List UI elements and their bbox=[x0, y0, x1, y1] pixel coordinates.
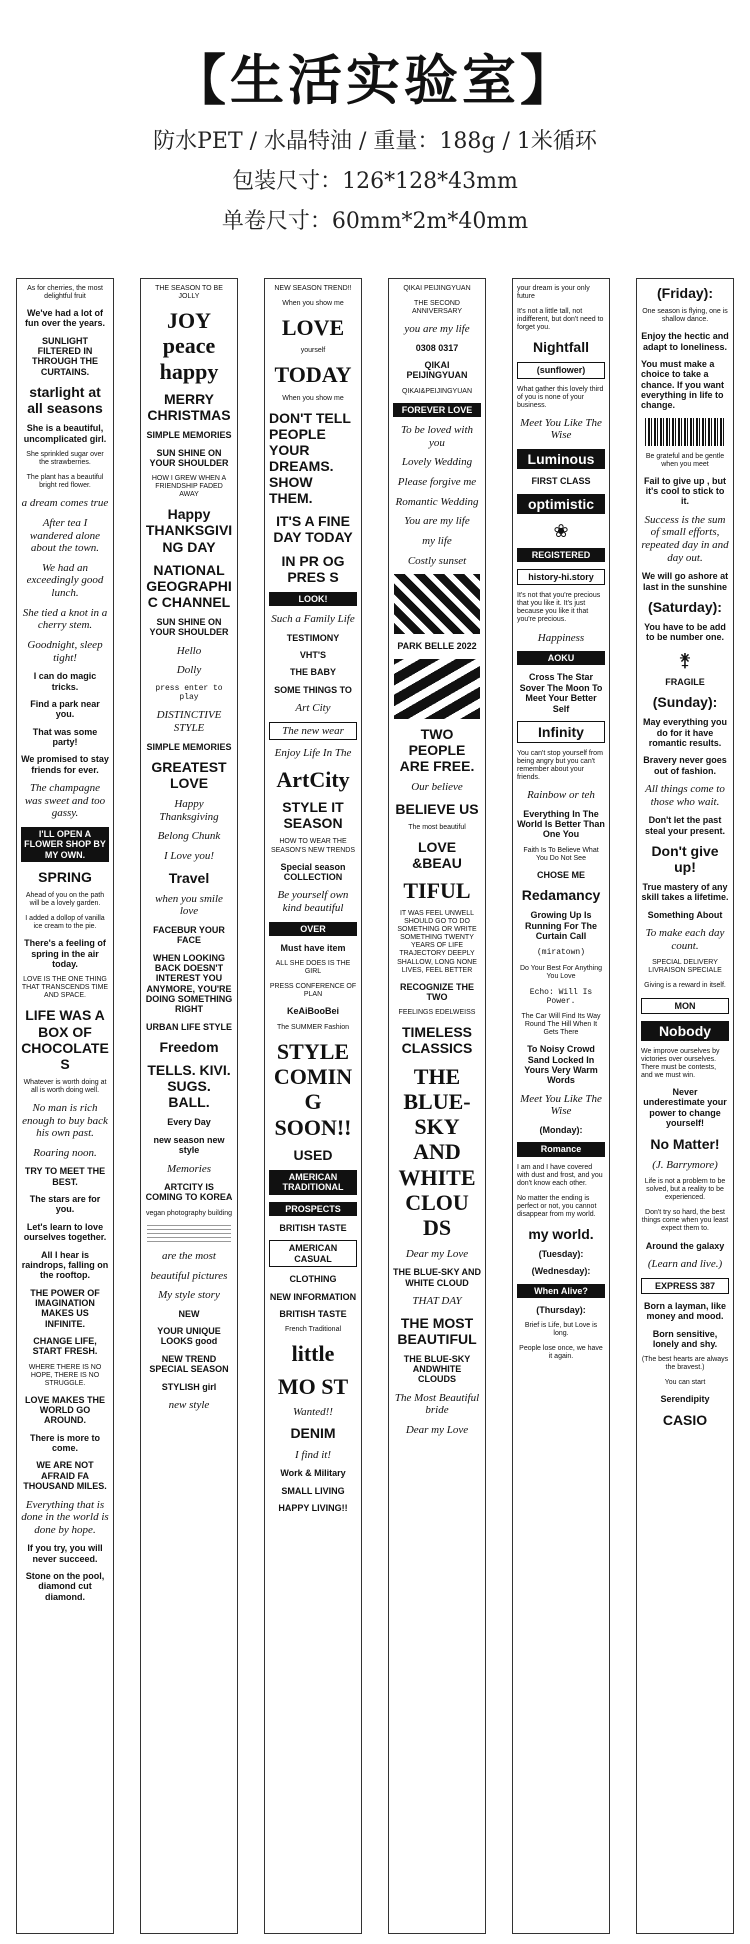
text-item: Redamancy bbox=[521, 887, 601, 904]
text-item: Nightfall bbox=[533, 339, 589, 356]
text-item: You are my life bbox=[404, 515, 470, 528]
tape-strip-6 bbox=[636, 278, 734, 1934]
text-item: Enjoy the hectic and adapt to loneliness. bbox=[641, 331, 729, 352]
text-item: HAPPY LIVING!! bbox=[278, 1502, 348, 1513]
text-item: The new wear bbox=[269, 722, 357, 741]
roll-size-spec: 单卷尺寸：60mm*2m*40mm bbox=[221, 209, 529, 234]
text-item: (Tuesday): bbox=[538, 1248, 584, 1259]
text-item: Bravery never goes out of fashion. bbox=[643, 755, 727, 776]
text-item: SUN SHINE ON YOUR SHOULDER bbox=[149, 447, 229, 468]
text-item: Goodnight, sleep tight! bbox=[27, 638, 103, 664]
text-item: Something About bbox=[647, 909, 723, 920]
text-item: Enjoy Life In The bbox=[274, 747, 352, 760]
text-item: To Noisy Crowd Sand Locked In Yours Very Warm Words bbox=[524, 1044, 598, 1086]
text-item: We promised to stay friends for ever. bbox=[21, 754, 109, 775]
product-title: 【生活实验室】 bbox=[172, 48, 578, 112]
text-item: when you smile love bbox=[155, 892, 223, 918]
text-item: Whatever is worth doing at all is worth doing well. bbox=[23, 1078, 107, 1094]
text-item: TELLS. KIVI. SUGS. BALL. bbox=[147, 1062, 231, 1111]
text-item: I can do magic tricks. bbox=[33, 671, 97, 692]
text-item: Faith Is To Believe What You Do Not See bbox=[523, 846, 599, 862]
text-item: Brief is Life, but Love is long. bbox=[524, 1322, 598, 1338]
text-item: KeAiBooBei bbox=[286, 1006, 339, 1017]
text-item: THE BLUE-SKY AND WHITE CLOUD bbox=[393, 1267, 482, 1288]
text-item: MON bbox=[641, 998, 729, 1014]
text-item: She tied a knot in a cherry stem. bbox=[22, 606, 108, 632]
text-item: ArtCity bbox=[276, 767, 350, 792]
text-item: NATIONAL GEOGRAPHIC CHANNEL bbox=[146, 561, 232, 610]
text-item: URBAN LIFE STYLE bbox=[145, 1021, 232, 1032]
text-item: Dear my Love bbox=[405, 1247, 469, 1260]
text-item: The champagne was sweet and too gassy. bbox=[24, 782, 106, 820]
text-item: Stone on the pool, diamond cut diamond. bbox=[25, 1571, 105, 1602]
text-item: THE MOST BEAUTIFUL bbox=[397, 1314, 477, 1347]
text-item: 0308 0317 bbox=[415, 342, 459, 353]
text-item: Growing Up Is Running For The Curtain Call bbox=[525, 910, 597, 942]
text-item: (The best hearts are always the bravest.) bbox=[641, 1356, 729, 1372]
text-item: QIKAI PEIJINGYUAN bbox=[406, 360, 468, 381]
text-item: Do Your Best For Anything You Love bbox=[519, 964, 603, 980]
text-item: All I hear is raindrops, falling on the rooftop. bbox=[21, 1249, 109, 1281]
tape-strip-1 bbox=[16, 278, 114, 1934]
text-item: Romance bbox=[517, 1142, 605, 1156]
text-item: (Friday): bbox=[657, 285, 713, 301]
text-item: Happiness bbox=[537, 631, 585, 644]
text-item: Don't give up! bbox=[651, 842, 719, 875]
text-item: SIMPLE MEMORIES bbox=[146, 430, 232, 441]
text-item: yourself bbox=[300, 347, 326, 355]
text-item: To be loved with you bbox=[400, 424, 473, 449]
text-item: GREATEST LOVE bbox=[151, 758, 227, 791]
text-item: Hello bbox=[176, 644, 202, 657]
text-item: NEW TREND SPECIAL SEASON bbox=[149, 1353, 229, 1375]
text-item: OVER bbox=[269, 922, 357, 936]
text-item: FEELINGS EDELWEISS bbox=[398, 1009, 476, 1017]
text-item: Ahead of you on the path will be a lovely garden. bbox=[25, 892, 105, 908]
text-item: Giving is a reward in itself. bbox=[644, 982, 726, 990]
text-item: STYLISH girl bbox=[161, 1381, 217, 1392]
text-item: Echo: Will Is Power. bbox=[529, 987, 593, 1006]
text-item: YOUR UNIQUE LOOKS good bbox=[157, 1326, 221, 1347]
text-item: Success is the sum of small efforts, repeated day in and day out. bbox=[641, 513, 729, 564]
text-item: It's not a little tall, not indifferent, but don't need to forget you. bbox=[517, 308, 604, 332]
text-item: CHANGE LIFE, START FRESH. bbox=[32, 1335, 98, 1357]
text-item: BRITISH TASTE bbox=[279, 1223, 347, 1234]
text-item: NEW bbox=[178, 1308, 200, 1319]
text-item: LOVE IS THE ONE THING THAT TRANSCENDS TIME AND SPACE. bbox=[21, 976, 109, 1000]
tape-strip-2 bbox=[140, 278, 238, 1934]
text-item: Be yourself own kind beautiful bbox=[277, 889, 349, 914]
text-item: Nobody bbox=[641, 1021, 729, 1041]
text-item: There is more to come. bbox=[29, 1432, 101, 1454]
text-item: The plant has a beautiful bright red flower. bbox=[26, 474, 104, 490]
text-item: QIKAI&PEIJINGYUAN bbox=[401, 387, 473, 395]
text-item: TESTIMONY bbox=[286, 632, 340, 643]
text-item: are the most bbox=[162, 1249, 216, 1262]
text-item: No Matter! bbox=[650, 1135, 720, 1152]
text-item: CLOTHING bbox=[289, 1274, 337, 1285]
text-item: TIMELESS CLASSICS bbox=[401, 1024, 473, 1057]
tape-strip-5 bbox=[512, 278, 610, 1934]
text-item: Meet You Like The Wise bbox=[520, 1092, 602, 1118]
text-item: IT WAS FEEL UNWELL SHOULD GO TO DO SOMETHING OR WRITE SOMETHING TWENTY YEARS OF LIFE TRAJECTORY DEEPLY SHALLOW, LONG NONE LIVES, FEEL BETTER bbox=[397, 910, 477, 974]
text-item: AMERICAN CASUAL bbox=[269, 1240, 357, 1267]
text-item: CASIO bbox=[662, 1411, 708, 1428]
text-item: FOREVER LOVE bbox=[393, 403, 481, 417]
text-item: PROSPECTS bbox=[269, 1202, 357, 1216]
text-item: DISTINCTIVE STYLE bbox=[156, 709, 222, 734]
text-item: my life bbox=[422, 535, 452, 548]
typography-graphic bbox=[394, 659, 480, 719]
text-item: True mastery of any skill takes a lifetime. bbox=[641, 882, 729, 903]
text-item: I find it! bbox=[294, 1448, 332, 1461]
text-item: Around the galaxy bbox=[645, 1240, 725, 1251]
text-item: IN PR OG PRES S bbox=[281, 552, 345, 585]
butterfly-icon: ❀ bbox=[553, 520, 569, 542]
text-item: No matter the ending is perfect or not, you cannot disappear from my world. bbox=[517, 1194, 597, 1218]
text-item: ARTCITY IS COMING TO KOREA bbox=[145, 1182, 233, 1203]
text-item: Wanted!! bbox=[293, 1405, 333, 1418]
text-item: LIFE WAS A BOX OF CHOCOLATES bbox=[21, 1007, 109, 1072]
text-item: What gather this lovely third of you is none of your business. bbox=[517, 385, 604, 409]
text-item: To make each day count. bbox=[645, 927, 725, 952]
text-item: your dream is your only future bbox=[517, 285, 590, 301]
text-item: Everything that is done in the world is done by hope. bbox=[21, 1498, 109, 1536]
text-item: No man is rich enough to buy back his own past. bbox=[22, 1101, 108, 1140]
text-item: TRY TO MEET THE BEST. bbox=[24, 1166, 106, 1187]
text-item: LOOK! bbox=[269, 592, 357, 606]
text-item: May everything you do for it have romantic results. bbox=[642, 717, 728, 748]
text-item: After tea I wandered alone about the town. bbox=[29, 516, 101, 555]
text-item: The Most Beautiful bride bbox=[394, 1391, 480, 1417]
text-item: (sunflower) bbox=[517, 362, 605, 378]
text-item: We've had a lot of fun over the years. bbox=[24, 308, 106, 329]
text-item: DON'T TELL PEOPLE YOUR DREAMS. SHOW THEM. bbox=[269, 409, 351, 507]
text-item: Everything In The World Is Better Than One You bbox=[517, 808, 605, 840]
material-spec: 防水PET / 水晶特油 / 重量：188g / 1米循环 bbox=[153, 129, 597, 154]
text-item: People lose once, we have it again. bbox=[519, 1345, 603, 1361]
text-item: SOME THINGS TO bbox=[274, 684, 352, 695]
text-item: WHEN LOOKING BACK DOESN'T INTEREST YOU ANYMORE, YOU'RE DOING SOMETHING RIGHT bbox=[145, 952, 233, 1015]
text-item: DENIM bbox=[290, 1425, 336, 1442]
text-item: Life is not a problem to be solved, but a reality to be experienced. bbox=[644, 1178, 726, 1202]
text-item: new style bbox=[168, 1398, 210, 1411]
text-item: One season is flying, one is shallow dance. bbox=[642, 308, 728, 324]
text-item: We had an exceedingly good lunch. bbox=[26, 561, 104, 600]
text-item: NEW SEASON TREND!! bbox=[274, 285, 352, 292]
text-item: Romantic Wedding bbox=[395, 495, 479, 508]
text-item: Be grateful and be gentle when you meet bbox=[645, 452, 725, 468]
package-size-spec: 包装尺寸：126*128*43mm bbox=[232, 169, 518, 194]
text-item: Costly sunset bbox=[407, 554, 467, 567]
text-item: That was some party! bbox=[32, 726, 98, 747]
text-item: (miratown) bbox=[536, 948, 585, 958]
text-item: The most beautiful bbox=[408, 823, 466, 831]
text-item: SMALL LIVING bbox=[281, 1485, 345, 1496]
text-item: Work & Military bbox=[280, 1468, 346, 1479]
text-item: (Monday): bbox=[539, 1124, 583, 1135]
text-item: I Love you! bbox=[163, 849, 215, 862]
text-item: IT'S A FINE DAY TODAY bbox=[273, 513, 353, 546]
text-item: FACEBUR YOUR FACE bbox=[153, 925, 225, 946]
text-item: She sprinkled sugar over the strawberries. bbox=[26, 451, 104, 467]
text-item: Born sensitive, lonely and shy. bbox=[652, 1328, 718, 1349]
text-item: little bbox=[291, 1341, 335, 1367]
text-item: you are my life bbox=[404, 323, 470, 336]
text-item: (Thursday): bbox=[536, 1304, 586, 1315]
text-item: ALL SHE DOES IS THE GIRL bbox=[275, 960, 351, 976]
text-item: Let's learn to love ourselves together. bbox=[23, 1221, 107, 1243]
tape-strip-3 bbox=[264, 278, 362, 1934]
text-item: You must make a choice to take a chance. If you want everything in life to change. bbox=[641, 358, 725, 411]
text-item: Dear my Love bbox=[405, 1424, 469, 1437]
text-item: Happy THANKSGIVING DAY bbox=[145, 506, 233, 555]
text-item: THE SECOND ANNIVERSARY bbox=[411, 300, 463, 316]
text-item: I added a dollop of vanilla ice cream to the pie. bbox=[25, 915, 105, 931]
text-item: TWO PEOPLE ARE FREE. bbox=[399, 725, 475, 774]
text-item: SUNLIGHT FILTERED IN THROUGH THE CURTAINS. bbox=[32, 335, 98, 377]
text-item: (J. Barrymore) bbox=[652, 1158, 718, 1171]
text-item: Freedom bbox=[159, 1039, 219, 1056]
text-item: When you show me bbox=[282, 394, 344, 402]
text-item: Cross The Star Sover The Moon To Meet Your Better Self bbox=[519, 672, 603, 714]
text-item: SPRING bbox=[38, 868, 92, 885]
text-item: REGISTERED bbox=[517, 548, 605, 562]
text-item: (Saturday): bbox=[648, 598, 722, 615]
tape-strips bbox=[16, 278, 734, 1934]
text-item: LOVE &BEAU bbox=[412, 838, 462, 871]
text-item: SPECIAL DELIVERY LIVRAISON SPECIALE bbox=[648, 959, 722, 975]
text-item: I am and I have covered with dust and frost, and you don't know each other. bbox=[517, 1163, 603, 1187]
product-header bbox=[0, 0, 750, 270]
wine-glass-icon: ⚵ bbox=[678, 649, 692, 671]
text-item: PRESS CONFERENCE OF PLAN bbox=[269, 983, 357, 999]
text-item: Our believe bbox=[411, 780, 463, 793]
text-item: French Traditional bbox=[284, 1326, 342, 1334]
text-item: AMERICAN TRADITIONAL bbox=[269, 1170, 357, 1195]
text-item: beautiful pictures bbox=[150, 1269, 228, 1282]
text-item: new season new style bbox=[153, 1134, 225, 1156]
text-item: STYLE COMING SOON!! bbox=[273, 1038, 353, 1140]
text-item: (Wednesday): bbox=[531, 1266, 591, 1277]
text-item: USED bbox=[293, 1147, 333, 1163]
text-item: Don't let the past steal your present. bbox=[644, 815, 726, 836]
text-item: MO ST bbox=[277, 1373, 349, 1399]
text-item: press enter to play bbox=[155, 683, 223, 703]
text-item: Lovely Wedding bbox=[401, 456, 473, 469]
text-item: THE BLUE-SKY ANDWHITE CLOUDS bbox=[403, 1353, 471, 1385]
text-item: LOVE bbox=[281, 315, 345, 341]
text-item: She is a beautiful, uncomplicated girl. bbox=[23, 423, 107, 444]
text-item: You can't stop yourself from being angry but you can't remember about your friends. bbox=[517, 749, 603, 782]
text-item: The Car Will Find Its Way Round The Hill When It Gets There bbox=[521, 1013, 601, 1037]
text-item: Dolly bbox=[176, 664, 202, 677]
text-item: We improve ourselves by victories over ourselves. There must be contests, and we must win. bbox=[641, 1047, 720, 1080]
text-item: The SUMMER Fashion bbox=[277, 1023, 349, 1031]
text-item: MERRY CHRISTMAS bbox=[147, 390, 231, 424]
barcode-graphic bbox=[645, 418, 725, 446]
text-item: Born a layman, like money and mood. bbox=[643, 1300, 727, 1322]
text-item: WHERE THERE IS NO HOPE, THERE IS NO STRUGGLE. bbox=[28, 1363, 102, 1387]
text-item: SIMPLE MEMORIES bbox=[146, 741, 232, 752]
text-item: When you show me bbox=[282, 300, 344, 308]
text-item: FRAGILE bbox=[665, 676, 705, 687]
text-item: my world. bbox=[528, 1225, 594, 1242]
text-item: The stars are for you. bbox=[29, 1194, 101, 1215]
text-item: STYLE IT SEASON bbox=[282, 799, 344, 832]
text-item: NEW INFORMATION bbox=[269, 1291, 357, 1302]
text-item: Fail to give up , but it's cool to stick to it. bbox=[644, 475, 726, 507]
typography-graphic bbox=[394, 574, 480, 634]
text-item: Meet You Like The Wise bbox=[520, 416, 602, 442]
text-item: Infinity bbox=[517, 721, 605, 743]
text-item: Happy Thanksgiving bbox=[159, 798, 219, 823]
text-item: My style story bbox=[158, 1289, 220, 1302]
text-item: PARK BELLE 2022 bbox=[397, 641, 477, 652]
text-item: (Sunday): bbox=[652, 694, 718, 711]
text-item: Such a Family Life bbox=[271, 613, 355, 626]
text-item: VHT'S bbox=[299, 650, 327, 661]
text-item: THE BABY bbox=[289, 667, 336, 678]
text-item: EXPRESS 387 bbox=[641, 1278, 729, 1294]
text-item: There's a feeling of spring in the air today. bbox=[24, 938, 106, 969]
text-item: THE SEASON TO BE JOLLY bbox=[155, 285, 223, 301]
text-item: QIKAI PEIJINGYUAN bbox=[403, 285, 471, 292]
text-item: Belong Chunk bbox=[157, 830, 221, 843]
text-item: THE BLUE-SKY AND WHITE CLOU DS bbox=[398, 1063, 476, 1241]
tape-strip-4 bbox=[388, 278, 486, 1934]
text-item: Special season COLLECTION bbox=[280, 861, 346, 882]
text-item: All things come to those who wait. bbox=[645, 782, 725, 808]
text-item: Travel bbox=[168, 869, 210, 886]
text-item: We will go ashore at last in the sunshine bbox=[641, 571, 729, 592]
text-item: (Learn and live.) bbox=[647, 1257, 723, 1270]
text-item: Please forgive me bbox=[397, 476, 477, 489]
text-item: starlight at all seasons bbox=[27, 384, 103, 417]
text-item: Serendipity bbox=[660, 1394, 710, 1405]
text-item: THAT DAY bbox=[412, 1294, 462, 1307]
text-item: LOVE MAKES THE WORLD GO AROUND. bbox=[24, 1394, 105, 1426]
text-item: It's not that you're precious that you like it. It's just because you like it that you're precious. bbox=[517, 592, 601, 624]
text-item: vegan photography building bbox=[145, 1209, 232, 1217]
text-item: TIFUL bbox=[403, 877, 471, 903]
text-item: I'LL OPEN A FLOWER SHOP BY MY OWN. bbox=[21, 827, 109, 862]
text-item: THE POWER OF IMAGINATION MAKES US INFINITE. bbox=[30, 1287, 100, 1329]
text-item: Memories bbox=[167, 1162, 211, 1175]
text-item: Must have item bbox=[280, 942, 346, 953]
text-item: optimistic bbox=[517, 494, 605, 514]
text-item: AOKU bbox=[517, 651, 605, 665]
text-item: You have to be add to be number one. bbox=[644, 622, 726, 643]
text-item: Every Day bbox=[167, 1117, 211, 1128]
text-item: As for cherries, the most delightful fruit bbox=[27, 285, 103, 301]
text-item: a dream comes true bbox=[21, 497, 109, 510]
text-item: If you try, you will never succeed. bbox=[27, 1543, 103, 1564]
text-item: JOY peace happy bbox=[159, 308, 219, 384]
text-item: When Alive? bbox=[517, 1284, 605, 1298]
text-item: BELIEVE US bbox=[395, 800, 479, 817]
text-item: BRITISH TASTE bbox=[279, 1308, 347, 1319]
text-item: Rainbow or teh bbox=[527, 789, 595, 802]
text-item: WE ARE NOT AFRAID FA THOUSAND MILES. bbox=[23, 1460, 107, 1492]
text-item: history-hi.story bbox=[517, 569, 605, 585]
text-item: RECOGNIZE THE TWO bbox=[399, 981, 474, 1002]
text-item: HOW TO WEAR THE SEASON'S NEW TRENDS bbox=[270, 838, 356, 854]
small-text-block bbox=[147, 1225, 231, 1243]
text-item: CHOSE ME bbox=[536, 869, 585, 880]
text-item: FIRST CLASS bbox=[531, 476, 591, 487]
text-item: Art City bbox=[295, 702, 331, 715]
text-item: Roaring noon. bbox=[33, 1146, 97, 1159]
text-item: Luminous bbox=[517, 449, 605, 469]
text-item: You can start bbox=[664, 1379, 706, 1387]
text-item: TODAY bbox=[274, 362, 352, 388]
text-item: Don't try so hard, the best things come when you least expect them to. bbox=[641, 1209, 729, 1233]
text-item: HOW I GREW WHEN A FRIENDSHIP FADED AWAY bbox=[151, 475, 227, 499]
text-item: Never underestimate your power to change yourself! bbox=[643, 1087, 727, 1129]
text-item: SUN SHINE ON YOUR SHOULDER bbox=[149, 616, 229, 638]
text-item: Find a park near you. bbox=[30, 698, 100, 720]
